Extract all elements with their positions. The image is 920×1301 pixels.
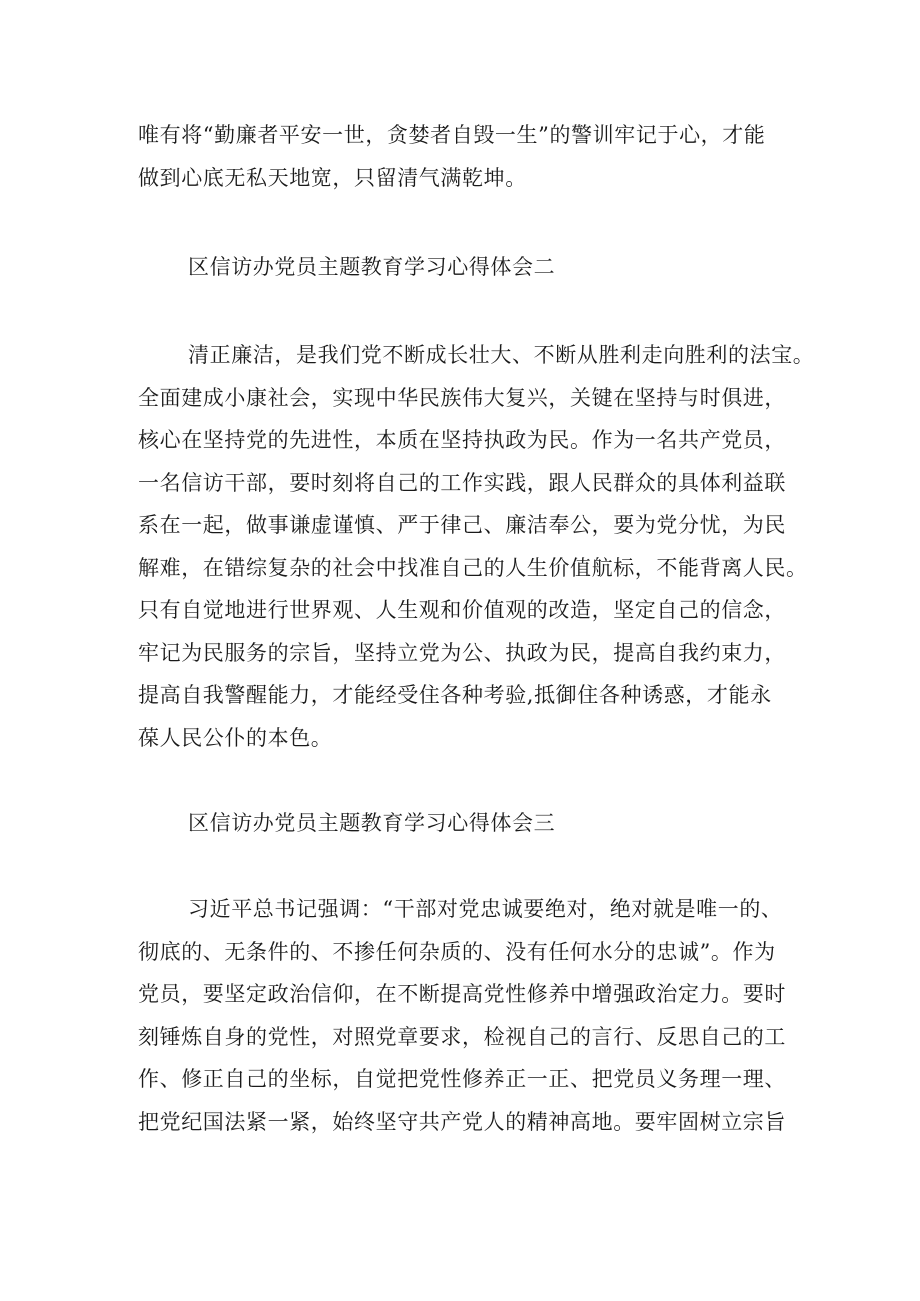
paragraph-line: 清正廉洁，是我们党不断成长壮大、不断从胜利走向胜利的法宝。 [188, 343, 815, 367]
paragraph-line: 刻锤炼自身的党性，对照党章要求，检视自己的言行、反思自己的工 [138, 1024, 786, 1049]
paragraph-3 [138, 888, 788, 1143]
paragraph-line: 解难，在错综复杂的社会中找准自己的人生价值航标，不能背离人民。 [138, 555, 808, 580]
paragraph-line: 习近平总书记强调：“干部对党忠诚要绝对，绝对就是唯一的、 [188, 897, 783, 921]
paragraph-line: 作、修正自己的坐标，自觉把党性修养正一正、把党员义务理一理、 [138, 1067, 786, 1091]
paragraph-line: 把党纪国法紧一紧，始终坚守共产党人的精神高地。要牢固树立宗旨 [138, 1109, 786, 1134]
section-heading-2: 区信访办党员主题教育学习心得体会二 [188, 255, 556, 279]
paragraph-line: 提高自我警醒能力，才能经受住各种考验,抵御住各种诱惑，才能永 [138, 683, 772, 707]
paragraph-line: 做到心底无私天地宽，只留清气满乾坤。 [138, 165, 527, 190]
paragraph-line: 彻底的、无条件的、不掺任何杂质的、没有任何水分的忠诚”。作为 [138, 939, 776, 964]
paragraph-line: 一名信访干部，要时刻将自己的工作实践，跟人民群众的具体利益联 [138, 470, 786, 495]
paragraph-line: 牢记为民服务的宗旨，坚持立党为公、执政为民，提高自我约束力， [138, 640, 786, 665]
paragraph-line: 葆人民公仆的本色。 [138, 725, 333, 750]
paragraph-1 [138, 114, 788, 199]
paragraph-2 [138, 334, 815, 759]
paragraph-line: 全面建成小康社会，实现中华民族伟大复兴，关键在坚持与时俱进， [138, 385, 786, 410]
paragraph-line: 系在一起，做事谦虚谨慎、严于律己、廉洁奉公，要为党分忧，为民 [138, 513, 786, 537]
paragraph-line: 只有自觉地进行世界观、人生观和价值观的改造，坚定自己的信念， [138, 598, 786, 622]
paragraph-line: 核心在坚持党的先进性，本质在坚持执政为民。作为一名共产党员， [138, 428, 786, 452]
section-heading-3: 区信访办党员主题教育学习心得体会三 [188, 811, 556, 835]
paragraph-line: 党员，要坚定政治信仰，在不断提高党性修养中增强政治定力。要时 [138, 982, 786, 1006]
paragraph-line: 唯有将“勤廉者平安一世，贪婪者自毁一生”的警训牢记于心，才能 [138, 123, 766, 147]
